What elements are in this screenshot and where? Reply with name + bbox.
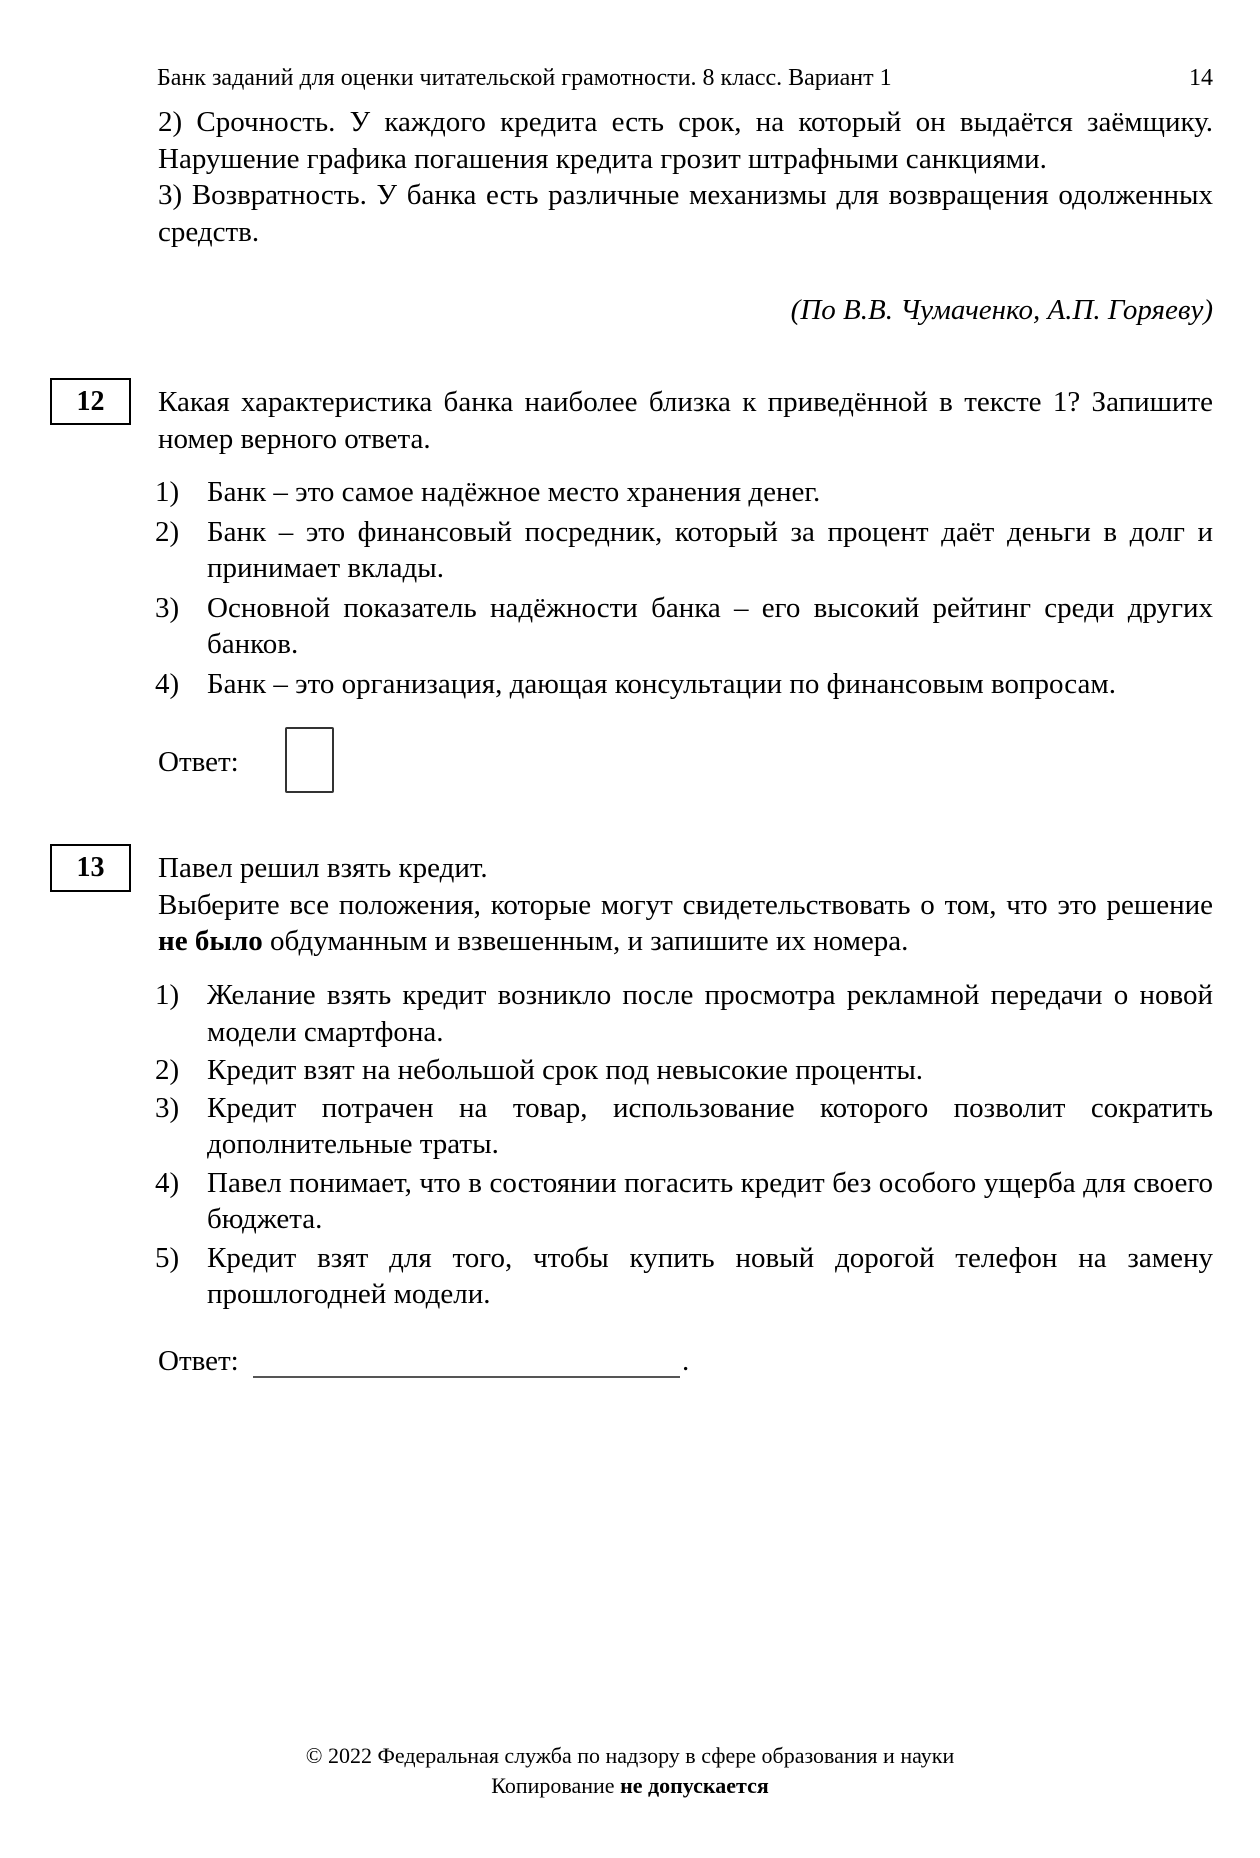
- option-item: [155, 977, 1213, 1050]
- option-text: Кредит потрачен на товар, использование которого позволит сократить дополнительные траты.: [207, 1091, 1213, 1160]
- option-item: [155, 1240, 1213, 1313]
- option-item: [155, 514, 1213, 587]
- footer-copyright: © 2022 Федеральная служба по надзору в сфере образования и науки: [305, 1743, 955, 1768]
- page-number: 14: [1189, 65, 1213, 91]
- answer-end-period: .: [682, 1345, 690, 1377]
- question-prompt-line: Павел решил взять кредит.: [158, 852, 488, 884]
- question-options: [155, 474, 1213, 702]
- option-text: Павел понимает, что в состоянии погасить кредит без особого ущерба для своего бюджета.: [207, 1166, 1213, 1235]
- question-number-box: [50, 844, 131, 892]
- passage-paragraph: 2) Срочность. У каждого кредита есть срок, на который он выдаётся заёмщику. Нарушение графика погашения кредита грозит штрафными санкциями.: [158, 106, 1213, 175]
- option-item: [155, 1165, 1213, 1238]
- prompt-text: обдуманным и взвешенным, и запишите их номера.: [262, 925, 909, 957]
- footer-notice-text: Копирование: [491, 1773, 621, 1798]
- answer-label: Ответ:: [158, 1345, 239, 1377]
- question-number: 12: [76, 385, 105, 417]
- question-prompt: [158, 384, 1213, 457]
- option-number: 3): [155, 591, 180, 624]
- prompt-text: Выберите все положения, которые могут свидетельствовать о том, что это решение: [158, 888, 1213, 921]
- option-number: 4): [155, 667, 180, 700]
- option-number: 2): [155, 515, 180, 548]
- option-text: Банк – это организация, дающая консультации по финансовым вопросам.: [207, 667, 1116, 700]
- question-prompt-line: [158, 887, 1213, 960]
- option-text: Основной показатель надёжности банка – его высокий рейтинг среди других банков.: [207, 591, 1213, 660]
- option-item: [155, 590, 1213, 663]
- footer-notice: [0, 1771, 1260, 1801]
- option-number: 3): [155, 1091, 180, 1124]
- question-prompt-text: Какая характеристика банка наиболее близка к приведённой в тексте 1? Запишите номер верного ответа.: [158, 386, 1213, 455]
- option-number: 1): [155, 476, 180, 508]
- passage-paragraph: 3) Возвратность. У банка есть различные механизмы для возвращения одолженных средств.: [158, 179, 1213, 248]
- option-text: Кредит взят для того, чтобы купить новый дорогой телефон на замену прошлогодней модели.: [207, 1241, 1213, 1310]
- option-text: Кредит взят на небольшой срок под невысокие проценты.: [207, 1054, 924, 1086]
- question-number: 13: [76, 852, 105, 883]
- passage-attribution: (По В.В. Чумаченко, А.П. Горяеву): [790, 294, 1213, 326]
- option-number: 5): [155, 1241, 180, 1274]
- answer-input-line[interactable]: [253, 1376, 680, 1378]
- page-header: [157, 63, 1213, 93]
- question-prompt: [158, 850, 1213, 960]
- answer-label: Ответ:: [158, 746, 239, 778]
- answer-input-box[interactable]: [285, 727, 334, 793]
- option-text: Желание взять кредит возникло после просмотра рекламной передачи о новой модели смартфона.: [207, 979, 1213, 1048]
- option-number: 1): [155, 979, 180, 1011]
- option-item: [155, 474, 1213, 511]
- option-item: [155, 1090, 1213, 1163]
- question-number-box: [50, 378, 131, 425]
- option-text: Банк – это самое надёжное место хранения денег.: [207, 476, 821, 508]
- prompt-emphasis: не было: [158, 925, 263, 957]
- option-number: 4): [155, 1166, 180, 1199]
- footer-notice-emphasis: не допускается: [620, 1773, 769, 1798]
- option-item: [155, 1052, 1213, 1089]
- passage: [158, 104, 1213, 250]
- option-text: Банк – это финансовый посредник, который за процент даёт деньги в долг и принимает вклады.: [207, 515, 1213, 584]
- option-item: [155, 666, 1213, 703]
- option-number: 2): [155, 1054, 180, 1086]
- question-options: [155, 977, 1213, 1313]
- header-title: Банк заданий для оценки читательской грамотности. 8 класс. Вариант 1: [157, 65, 892, 91]
